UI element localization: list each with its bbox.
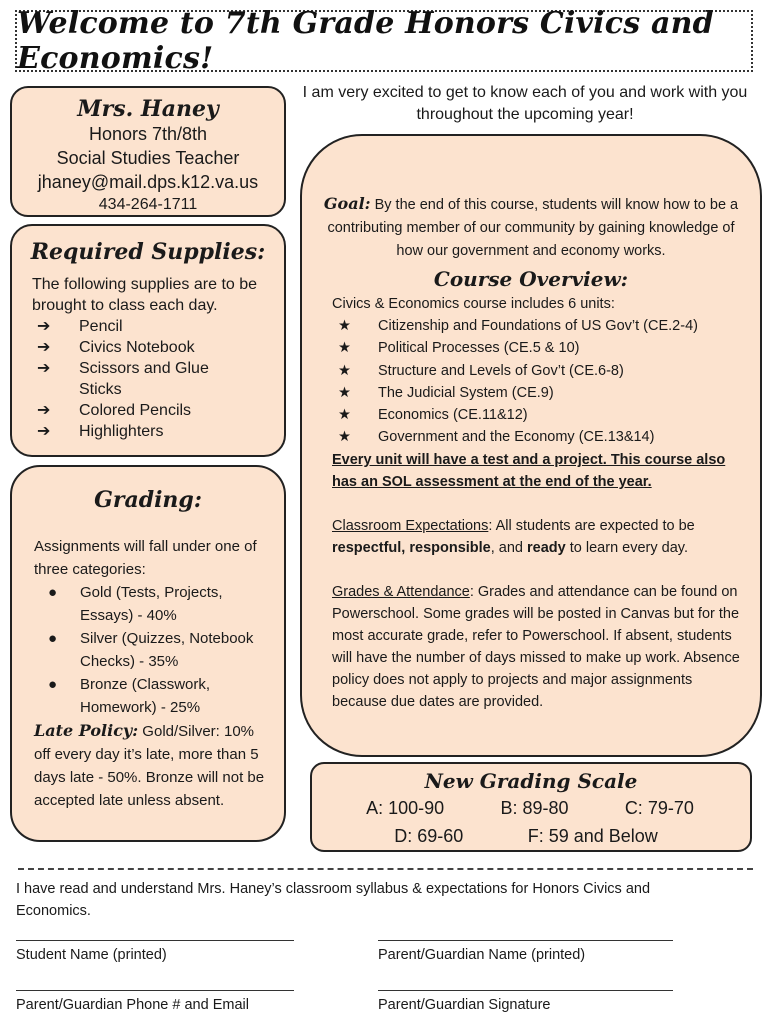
grading-intro: Assignments will fall under one of three categories: — [34, 538, 257, 578]
signature-label: Parent/Guardian Phone # and Email — [16, 997, 249, 1013]
teacher-role-line2: Social Studies Teacher — [56, 148, 240, 168]
test-note: Every unit will have a test and a project. This course also has an SOL assessment at the end of the year. — [332, 451, 726, 490]
arrow-icon: ➔ — [37, 402, 51, 419]
goal-text: By the end of this course, students will know how to be a contributing member of our community by gaining knowledge of how our government and economy works. — [327, 197, 739, 259]
acknowledgement-text: I have read and understand Mrs. Haney’s classroom syllabus & expectations for Honors Civics and Economics. — [16, 881, 651, 919]
supply-item: Highlighters — [79, 423, 164, 440]
star-icon: ★ — [338, 340, 351, 357]
classroom-expectations — [332, 515, 740, 559]
list-item — [338, 426, 760, 448]
list-item — [37, 316, 284, 337]
star-icon: ★ — [338, 384, 351, 401]
list-item — [338, 360, 760, 382]
supply-item: Pencil — [79, 318, 123, 335]
list-item — [338, 315, 760, 337]
list-item — [37, 358, 284, 400]
expectations-bold-1: respectful, responsible — [332, 539, 491, 556]
bullet-icon: ● — [48, 584, 58, 601]
grading-category: Gold (Tests, Projects, Essays) - 40% — [80, 584, 223, 624]
course-overview-heading: Course Overview: — [433, 267, 629, 291]
expectations-text: , and — [490, 539, 528, 556]
unit-item: Economics (CE.11&12) — [378, 407, 528, 424]
units-intro: Civics & Economics course includes 6 units: — [332, 296, 615, 312]
grade-range: C: 79-70 — [624, 798, 694, 818]
supplies-heading: Required Supplies: — [30, 239, 266, 265]
unit-item: Structure and Levels of Gov’t (CE.6-8) — [378, 362, 624, 379]
course-goal — [316, 192, 746, 263]
expectations-text: to learn every day. — [565, 539, 688, 556]
page-title-box — [15, 6, 753, 76]
expectations-bold-2: ready — [527, 539, 566, 556]
grades-attendance — [332, 581, 740, 713]
list-item — [37, 337, 284, 358]
welcome-text: I am very excited to get to know each of you and work with you throughout the upcoming year! — [302, 84, 748, 123]
grades-attendance-label: Grades & Attendance — [332, 583, 470, 600]
grading-category: Bronze (Classwork, Homework) - 25% — [80, 676, 211, 716]
signature-block-student-name — [16, 940, 294, 965]
page-title: Welcome to 7th Grade Honors Civics and Economics! — [17, 6, 714, 76]
grading-scale-row — [312, 822, 750, 850]
supplies-intro: The following supplies are to be brought to class each day. — [32, 276, 258, 314]
units-list — [338, 315, 760, 449]
grades-attendance-text: : Grades and attendance can be found on Powerschool. Some grades will be posted in Canvas but for the most accurate grade, refer to Powerschool. If absent, students will have the number of days missed to make up work. Absence policy does not apply to projects and major assignments because due dates are provided. — [332, 583, 740, 710]
unit-item: Government and the Economy (CE.13&14) — [378, 429, 655, 446]
grading-scale-panel — [310, 762, 752, 852]
list-item — [48, 581, 284, 627]
arrow-icon: ➔ — [37, 318, 51, 335]
grading-scale-row — [312, 794, 750, 822]
teacher-email: jhaney@mail.dps.k12.va.us — [37, 172, 259, 192]
expectations-label: Classroom Expectations — [332, 517, 489, 534]
signature-line[interactable] — [378, 940, 673, 941]
supplies-list — [37, 316, 284, 442]
star-icon: ★ — [338, 429, 351, 446]
grading-categories — [48, 581, 284, 719]
unit-item: Political Processes (CE.5 & 10) — [378, 340, 580, 357]
grade-range: D: 69-60 — [394, 826, 464, 846]
signature-block-parent-name — [378, 940, 673, 965]
signature-label: Student Name (printed) — [16, 947, 167, 963]
arrow-icon: ➔ — [37, 339, 51, 356]
signature-line[interactable] — [16, 940, 294, 941]
teacher-name: Mrs. Haney — [77, 96, 219, 122]
bullet-icon: ● — [48, 676, 58, 693]
supply-item: Civics Notebook — [79, 339, 195, 356]
unit-item: Citizenship and Foundations of US Gov’t (CE.2-4) — [378, 318, 698, 334]
teacher-role-line1: Honors 7th/8th — [88, 124, 208, 144]
cut-line-divider — [18, 868, 753, 870]
signature-block-parent-signature — [378, 990, 673, 1015]
grade-range: B: 89-80 — [500, 798, 569, 818]
supplies-panel — [10, 224, 286, 457]
grade-range: A: 100-90 — [366, 798, 445, 818]
signature-line[interactable] — [16, 990, 294, 991]
grading-scale-heading: New Grading Scale — [424, 769, 638, 793]
grading-category: Silver (Quizzes, Notebook Checks) - 35% — [80, 630, 254, 670]
late-policy-text: Gold/Silver: 10% off every day it’s late, more than 5 days late - 50%. Bronze will not be accepted late unless absent. — [34, 723, 265, 809]
list-item — [48, 627, 284, 673]
teacher-info-panel — [10, 86, 286, 217]
star-icon: ★ — [338, 318, 351, 334]
course-overview-panel — [300, 134, 762, 757]
signature-label: Parent/Guardian Name (printed) — [378, 947, 586, 963]
teacher-phone: 434-264-1711 — [98, 196, 198, 213]
late-policy-label: Late Policy: — [34, 721, 139, 740]
supply-item: Colored Pencils — [79, 402, 192, 419]
list-item — [338, 404, 760, 426]
unit-item: The Judicial System (CE.9) — [378, 384, 554, 401]
list-item — [48, 673, 284, 719]
arrow-icon: ➔ — [37, 360, 51, 377]
grading-heading: Grading: — [94, 487, 202, 513]
bullet-icon: ● — [48, 630, 58, 647]
late-policy — [34, 719, 274, 812]
signature-line[interactable] — [378, 990, 673, 991]
signature-block-parent-contact — [16, 990, 294, 1015]
supply-item: Scissors and Glue Sticks — [79, 360, 209, 398]
star-icon: ★ — [338, 407, 351, 424]
list-item — [37, 421, 284, 442]
grading-panel — [10, 465, 286, 842]
star-icon: ★ — [338, 362, 351, 379]
list-item — [338, 337, 760, 359]
grade-range: F: 59 and Below — [527, 826, 658, 846]
signature-label: Parent/Guardian Signature — [378, 997, 551, 1013]
expectations-text: : All students are expected to be — [488, 517, 695, 534]
list-item — [338, 382, 760, 404]
list-item — [37, 400, 284, 421]
arrow-icon: ➔ — [37, 423, 51, 440]
goal-label: Goal: — [323, 194, 371, 213]
